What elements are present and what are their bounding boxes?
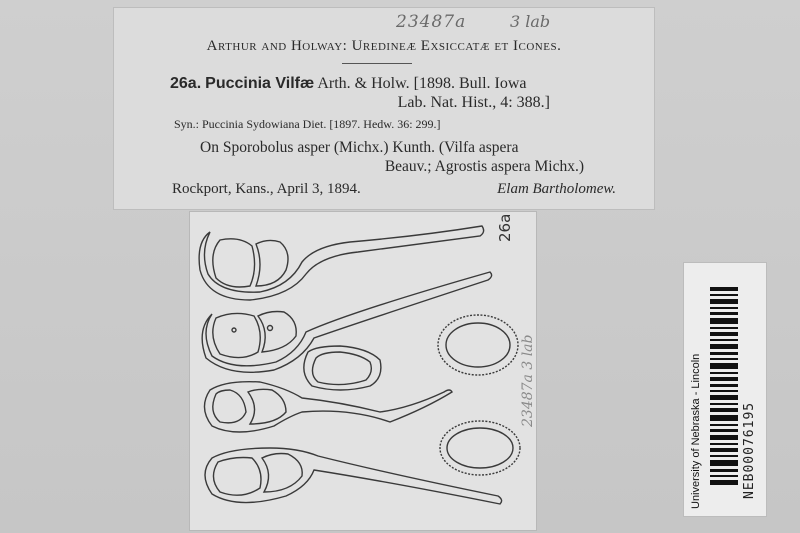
urediospore-drawing-2 [438,315,518,375]
citation-line-2: Lab. Nat. Hist., 4: 388.] [397,94,550,111]
collector-name: Elam Bartholomew. [497,181,616,197]
teliospore-drawing-1 [199,226,483,300]
urediospore-drawing-3 [440,421,520,475]
illustration-plate [190,212,536,530]
host-line-2: Beauv.; Agrostis aspera Michx.) [384,158,584,175]
entry-number: 26a. [170,75,202,92]
label-header: Arthur and Holway: Uredineæ Exsiccatæ et Icones. [206,38,562,54]
plate-handwritten-note: 23487a 3 lab [520,334,536,427]
plate-number: 26a [496,213,514,242]
handwritten-note: 3 lab [510,12,551,31]
host-line-1: On Sporobolus asper (Michx.) Kunth. (Vilfa aspera [200,139,519,156]
barcode-code: NEB00076195 [742,401,757,499]
specimen-label [114,8,654,209]
handwritten-accession-number: 23487a [396,12,467,32]
citation-line-1: [1898. Bull. Iowa [413,75,527,92]
locality-date: Rockport, Kans., April 3, 1894. [172,181,361,197]
species-name: Puccinia Vilfæ [205,75,315,92]
species-title [170,74,610,112]
barcode-institution: University of Nebraska - Lincoln [690,353,702,509]
teliospore-drawing-4 [205,448,502,504]
header-rule [342,63,412,64]
barcode-bars [710,287,738,487]
barcode-label [684,263,766,516]
species-authors: Arth. & Holw. [317,75,410,92]
synonym-line: Syn.: Puccinia Sydowiana Diet. [1897. Hedw. 36: 299.] [174,117,441,131]
spore-drawings [190,212,536,530]
host-info [200,138,600,176]
urediospore-drawing-1 [304,346,381,390]
